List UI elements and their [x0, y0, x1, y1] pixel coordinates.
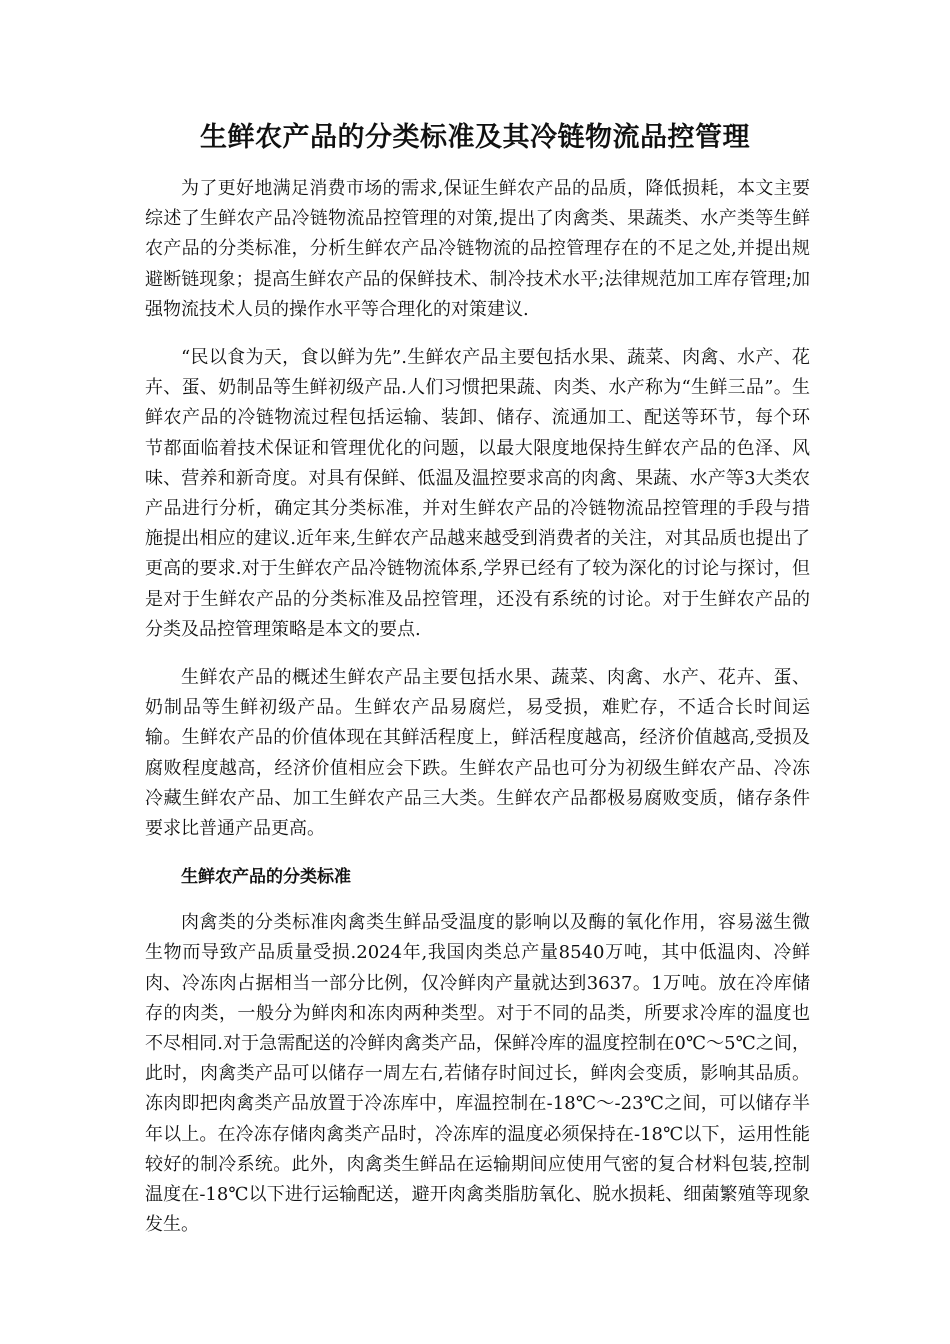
meat-poultry-paragraph: 肉禽类的分类标准肉禽类生鲜品受温度的影响以及酶的氧化作用，容易滋生微生物而导致产品质量受损.2024年,我国肉类总产量8540万吨，其中低温肉、冷鲜肉、冷冻肉占据相当一部分比例，仅冷鲜肉产量就达到3637。1万吨。放在冷库储存的肉类，一般分为鲜肉和冻肉两种类型。对于不同的品类，所要求冷库的温度也不尽相同.对于急需配送的冷鲜肉禽类产品，保鲜冷库的温度控制在0℃～5℃之间，此时，肉禽类产品可以储存一周左右,若储存时间过长，鲜肉会变质，影响其品质。冻肉即把肉禽类产品放置于冷冻库中，库温控制在-18℃～-23℃之间，可以储存半年以上。在冷冻存储肉禽类产品时，冷冻库的温度必须保持在-18℃以下，运用性能较好的制冷系统。此外，肉禽类生鲜品在运输期间应使用气密的复合材料包装,控制温度在-18℃以下进行运输配送，避开肉禽类脂肪氧化、脱水损耗、细菌繁殖等现象发生。 [145, 912, 810, 1236]
intro-paragraph: “民以食为天，食以鲜为先”.生鲜农产品主要包括水果、蔬菜、肉禽、水产、花卉、蛋、奶制品等生鲜初级产品.人们习惯把果蔬、肉类、水产称为“生鲜三品”。生鲜农产品的冷链物流过程包括运输、装卸、储存、流通加工、配送等环节，每个环节都面临着技术保证和管理优化的问题，以最大限度地保持生鲜农产品的色泽、风味、营养和新奇度。对具有保鲜、低温及温控要求高的肉禽、果蔬、水产等3大类农产品进行分析，确定其分类标准，并对生鲜农产品的冷链物流品控管理的手段与措施提出相应的建议.近年来,生鲜农产品越来越受到消费者的关注，对其品质也提出了更高的要求.对于生鲜农产品冷链物流体系,学界已经有了较为深化的讨论与探讨，但是对于生鲜农产品的分类标准及品控管理，还没有系统的讨论。对于生鲜农产品的分类及品控管理策略是本文的要点. [145, 347, 810, 640]
overview-paragraph: 生鲜农产品的概述生鲜农产品主要包括水果、蔬菜、肉禽、水产、花卉、蛋、奶制品等生鲜初级产品。生鲜农产品易腐烂，易受损，难贮存，不适合长时间运输。生鲜农产品的价值体现在其鲜活程度上，鲜活程度越高，经济价值越高,受损及腐败程度越高，经济价值相应会下跌。生鲜农产品也可分为初级生鲜农产品、冷冻冷藏生鲜农产品、加工生鲜农产品三大类。生鲜农产品都极易腐败变质，储存条件要求比普通产品更高。 [145, 667, 810, 840]
document-title: 生鲜农产品的分类标准及其冷链物流品控管理 [200, 122, 750, 153]
section-heading: 生鲜农产品的分类标准 [181, 867, 351, 888]
document-body [145, 174, 810, 1259]
abstract-paragraph: 为了更好地满足消费市场的需求,保证生鲜农产品的品质，降低损耗，本文主要综述了生鲜农产品冷链物流品控管理的对策,提出了肉禽类、果蔬类、水产类等生鲜农产品的分类标准，分析生鲜农产品冷链物流的品控管理存在的不足之处,并提出规避断链现象；提高生鲜农产品的保鲜技术、制冷技术水平;法律规范加工库存管理;加强物流技术人员的操作水平等合理化的对策建议. [145, 178, 811, 320]
